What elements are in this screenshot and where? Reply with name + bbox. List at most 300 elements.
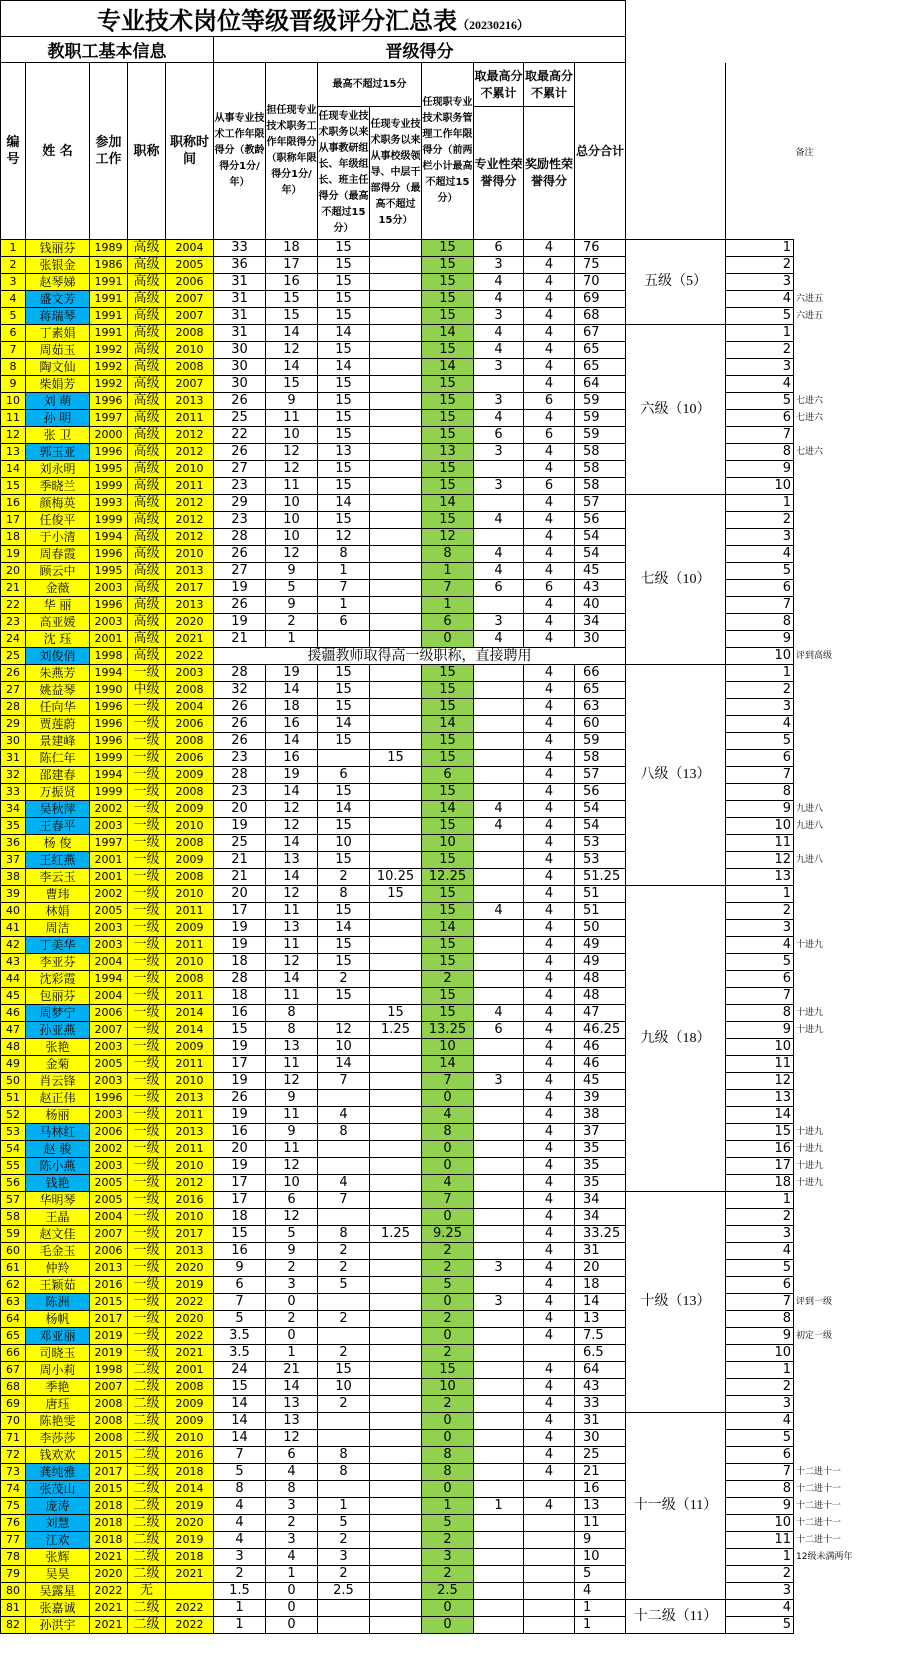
- cell-name: 吴昊: [26, 1566, 90, 1583]
- table-row: [1, 376, 858, 393]
- cell-start-year: 1992: [90, 342, 128, 359]
- cell-start-year: 2003: [90, 1158, 128, 1175]
- cell-professional-honor: [474, 835, 524, 852]
- cell-subtotal: 8: [422, 546, 474, 563]
- cell-title: 一级: [128, 801, 166, 818]
- cell-remark: [794, 376, 858, 393]
- cell-no: 26: [1, 665, 26, 682]
- cell-total: 54: [575, 818, 626, 835]
- cell-title-years: 2: [266, 1260, 318, 1277]
- cell-professional-honor: [474, 1396, 524, 1413]
- cell-title-years: 11: [266, 903, 318, 920]
- cell-title-years: 9: [266, 1090, 318, 1107]
- cell-remark: [794, 1073, 858, 1090]
- cell-title-year: 2008: [166, 733, 214, 750]
- cell-remark: 十二进十一: [796, 1501, 842, 1511]
- cell-middle-manager: [370, 920, 422, 937]
- table-row: [1, 1617, 858, 1634]
- table-row: [1, 614, 858, 631]
- cell-remark: [794, 478, 858, 495]
- cell-years-work: 1: [214, 1600, 266, 1617]
- cell-remark: [794, 1362, 858, 1379]
- cell-middle-manager: [370, 1090, 422, 1107]
- cell-total: 51: [575, 903, 626, 920]
- cell-remark: [794, 903, 858, 920]
- cell-middle-manager: [370, 1498, 422, 1515]
- cell-years-work: 3.5: [214, 1328, 266, 1345]
- cell-title-year: 2007: [166, 308, 214, 325]
- cell-years-work: 19: [214, 920, 266, 937]
- cell-no: 80: [1, 1583, 26, 1600]
- cell-reward-honor: 4: [524, 1090, 575, 1107]
- cell-name: 金薇: [26, 580, 90, 597]
- table-row: [1, 597, 858, 614]
- table-row: [1, 257, 858, 274]
- cell-title-year: 2014: [166, 1022, 214, 1039]
- cell-name: 高亚媛: [26, 614, 90, 631]
- cell-years-work: 31: [214, 291, 266, 308]
- table-row: [1, 1056, 858, 1073]
- cell-no: 9: [1, 376, 26, 393]
- cell-middle-manager: [370, 359, 422, 376]
- cell-title-year: 2010: [166, 1209, 214, 1226]
- table-row: [1, 1396, 858, 1413]
- cell-professional-honor: 4: [474, 801, 524, 818]
- cell-title-year: 2008: [166, 971, 214, 988]
- cell-remark: [794, 427, 858, 444]
- cell-years-work: 20: [214, 886, 266, 903]
- cell-reward-honor: 4: [524, 971, 575, 988]
- cell-grade-leader: 7: [318, 1073, 370, 1090]
- cell-title: 一级: [128, 767, 166, 784]
- cell-years-work: 26: [214, 699, 266, 716]
- cell-middle-manager: [370, 801, 422, 818]
- cell-start-year: 1995: [90, 461, 128, 478]
- cell-total: 31: [575, 1243, 626, 1260]
- table-row: [1, 427, 858, 444]
- cell-title-years: 12: [266, 886, 318, 903]
- cell-professional-honor: [474, 1413, 524, 1430]
- cell-title: 高级: [128, 308, 166, 325]
- table-row: [1, 733, 858, 750]
- cell-title-year: 2012: [166, 512, 214, 529]
- cell-subtotal: 2: [422, 1396, 474, 1413]
- cell-total: 69: [575, 291, 626, 308]
- cell-title-years: 11: [266, 1056, 318, 1073]
- header-years-work: 从事专业技术工作年限得分（教龄得分1分/年）: [214, 63, 266, 240]
- cell-grade-leader: 15: [318, 274, 370, 291]
- cell-start-year: 2018: [90, 1498, 128, 1515]
- cell-title-year: 2022: [166, 648, 214, 665]
- cell-title-year: 2011: [166, 410, 214, 427]
- cell-title: 高级: [128, 512, 166, 529]
- cell-professional-honor: [474, 784, 524, 801]
- cell-title-years: 12: [266, 342, 318, 359]
- cell-start-year: 2006: [90, 1243, 128, 1260]
- cell-rank: 3: [726, 920, 794, 937]
- cell-total: 39: [575, 1090, 626, 1107]
- cell-title-year: 2022: [166, 1328, 214, 1345]
- cell-title-years: 10: [266, 427, 318, 444]
- cell-professional-honor: [474, 1141, 524, 1158]
- cell-remark: 七进六: [796, 413, 824, 423]
- cell-grade-leader: [318, 1141, 370, 1158]
- cell-name: 季晓兰: [26, 478, 90, 495]
- cell-grade-leader: 2: [318, 1260, 370, 1277]
- cell-rank: 10: [726, 818, 794, 835]
- cell-title: 一级: [128, 1090, 166, 1107]
- cell-name: 邓亚丽: [26, 1328, 90, 1345]
- cell-title-year: 2019: [166, 1532, 214, 1549]
- cell-title-years: 12: [266, 954, 318, 971]
- cell-middle-manager: [370, 478, 422, 495]
- cell-grade-leader: 5: [318, 1515, 370, 1532]
- cell-rank: 10: [726, 478, 794, 495]
- cell-title-year: 2001: [166, 1362, 214, 1379]
- cell-title: 高级: [128, 597, 166, 614]
- cell-rank: 10: [726, 1515, 794, 1532]
- cell-subtotal: 12.25: [422, 869, 474, 886]
- cell-name: 陈仁年: [26, 750, 90, 767]
- cell-professional-honor: [474, 869, 524, 886]
- cell-no: 68: [1, 1379, 26, 1396]
- cell-start-year: 2021: [90, 1600, 128, 1617]
- cell-no: 21: [1, 580, 26, 597]
- cell-remark: [794, 750, 858, 767]
- cell-middle-manager: [370, 835, 422, 852]
- cell-years-work: 33: [214, 240, 266, 257]
- table-row: [1, 240, 858, 257]
- cell-subtotal: 14: [422, 495, 474, 512]
- cell-reward-honor: 4: [524, 801, 575, 818]
- cell-title: 一级: [128, 716, 166, 733]
- cell-no: 43: [1, 954, 26, 971]
- cell-no: 49: [1, 1056, 26, 1073]
- cell-name: 周洁: [26, 920, 90, 937]
- cell-title-years: 19: [266, 767, 318, 784]
- cell-title-year: 2009: [166, 1039, 214, 1056]
- cell-total: 37: [575, 1124, 626, 1141]
- cell-no: 52: [1, 1107, 26, 1124]
- cell-name: 丁美华: [26, 937, 90, 954]
- cell-professional-honor: 3: [474, 308, 524, 325]
- cell-reward-honor: 4: [524, 886, 575, 903]
- cell-title-year: 2007: [166, 376, 214, 393]
- cell-subtotal: 5: [422, 1277, 474, 1294]
- cell-middle-manager: [370, 1379, 422, 1396]
- cell-total: 9: [575, 1532, 626, 1549]
- cell-title-year: 2013: [166, 563, 214, 580]
- cell-no: 13: [1, 444, 26, 461]
- cell-middle-manager: [370, 1362, 422, 1379]
- cell-middle-manager: [370, 580, 422, 597]
- cell-reward-honor: 4: [524, 1192, 575, 1209]
- header-subtotal: 任现职专业技术职务管理工作年限得分（前两栏小计最高不超过15分）: [422, 63, 474, 240]
- cell-subtotal: 15: [422, 410, 474, 427]
- cell-rank: 9: [726, 1498, 794, 1515]
- cell-rank: 7: [726, 427, 794, 444]
- table-row: [1, 1498, 858, 1515]
- cell-title-years: 17: [266, 257, 318, 274]
- cell-title-year: 2009: [166, 767, 214, 784]
- cell-title-years: 14: [266, 733, 318, 750]
- cell-subtotal: 15: [422, 954, 474, 971]
- cell-start-year: 2005: [90, 1192, 128, 1209]
- cell-remark: [794, 512, 858, 529]
- table-row: [1, 461, 858, 478]
- cell-title: 高级: [128, 325, 166, 342]
- cell-start-year: 2017: [90, 1464, 128, 1481]
- cell-title-years: 14: [266, 835, 318, 852]
- cell-grade-leader: 15: [318, 818, 370, 835]
- cell-years-work: 30: [214, 359, 266, 376]
- cell-professional-honor: 3: [474, 1073, 524, 1090]
- cell-subtotal: 0: [422, 1090, 474, 1107]
- cell-no: 44: [1, 971, 26, 988]
- cell-total: 64: [575, 376, 626, 393]
- cell-no: 6: [1, 325, 26, 342]
- cell-professional-honor: 4: [474, 546, 524, 563]
- cell-title: 高级: [128, 563, 166, 580]
- cell-years-work: 23: [214, 478, 266, 495]
- cell-title: 高级: [128, 427, 166, 444]
- cell-title-years: 1: [266, 1566, 318, 1583]
- cell-years-work: 23: [214, 750, 266, 767]
- cell-remark: [794, 563, 858, 580]
- cell-total: 57: [575, 495, 626, 512]
- cell-name: 孙亚燕: [26, 1022, 90, 1039]
- cell-grade-leader: 10: [318, 1039, 370, 1056]
- cell-start-year: 2004: [90, 988, 128, 1005]
- cell-remark: [794, 665, 858, 682]
- cell-no: 63: [1, 1294, 26, 1311]
- cell-reward-honor: 4: [524, 529, 575, 546]
- cell-professional-honor: [474, 1277, 524, 1294]
- cell-middle-manager: 1.25: [370, 1226, 422, 1243]
- cell-years-work: 19: [214, 1039, 266, 1056]
- cell-remark: [794, 1430, 858, 1447]
- level-group: 十二级（11）: [626, 1600, 726, 1634]
- cell-middle-manager: [370, 393, 422, 410]
- cell-subtotal: 15: [422, 699, 474, 716]
- cell-no: 70: [1, 1413, 26, 1430]
- cell-start-year: 2008: [90, 1396, 128, 1413]
- cell-years-work: 6: [214, 1277, 266, 1294]
- cell-title: 一级: [128, 1294, 166, 1311]
- cell-grade-leader: 15: [318, 478, 370, 495]
- cell-remark: 十进九: [796, 1144, 824, 1154]
- cell-start-year: 1991: [90, 325, 128, 342]
- cell-middle-manager: [370, 444, 422, 461]
- cell-reward-honor: 6: [524, 393, 575, 410]
- table-row: [1, 784, 858, 801]
- cell-name: 毛金玉: [26, 1243, 90, 1260]
- cell-remark: [794, 1379, 858, 1396]
- cell-middle-manager: [370, 699, 422, 716]
- cell-subtotal: 6: [422, 767, 474, 784]
- cell-rank: 17: [726, 1158, 794, 1175]
- cell-subtotal: 15: [422, 818, 474, 835]
- cell-title: 一级: [128, 733, 166, 750]
- cell-rank: 9: [726, 1328, 794, 1345]
- cell-remark: 七进六: [796, 447, 824, 457]
- cell-remark: [794, 954, 858, 971]
- cell-middle-manager: [370, 1583, 422, 1600]
- cell-title-years: 10: [266, 512, 318, 529]
- cell-title: 二级: [128, 1549, 166, 1566]
- cell-years-work: 15: [214, 1226, 266, 1243]
- cell-title-years: 15: [266, 308, 318, 325]
- cell-title-years: 12: [266, 801, 318, 818]
- cell-no: 67: [1, 1362, 26, 1379]
- cell-grade-leader: 8: [318, 546, 370, 563]
- cell-title: 一级: [128, 1277, 166, 1294]
- cell-years-work: 30: [214, 342, 266, 359]
- cell-no: 36: [1, 835, 26, 852]
- table-row: [1, 546, 858, 563]
- cell-title: 二级: [128, 1464, 166, 1481]
- cell-no: 20: [1, 563, 26, 580]
- cell-name: 陶文仙: [26, 359, 90, 376]
- cell-years-work: 16: [214, 1124, 266, 1141]
- cell-rank: 8: [726, 444, 794, 461]
- cell-name: 王晶: [26, 1209, 90, 1226]
- cell-title-year: 2009: [166, 801, 214, 818]
- cell-reward-honor: 4: [524, 1294, 575, 1311]
- header-start: 参加工作: [90, 63, 128, 240]
- cell-title-year: 2008: [166, 869, 214, 886]
- cell-title-year: 2013: [166, 597, 214, 614]
- cell-remark: 十二进十一: [796, 1467, 842, 1477]
- cell-reward-honor: 4: [524, 1124, 575, 1141]
- cell-title-year: 2018: [166, 1549, 214, 1566]
- cell-years-work: 26: [214, 733, 266, 750]
- cell-subtotal: 2: [422, 971, 474, 988]
- table-row: [1, 937, 858, 954]
- cell-no: 41: [1, 920, 26, 937]
- cell-professional-honor: 4: [474, 342, 524, 359]
- cell-title-year: 2011: [166, 937, 214, 954]
- cell-years-work: 29: [214, 495, 266, 512]
- cell-remark: [794, 920, 858, 937]
- cell-name: 华 丽: [26, 597, 90, 614]
- cell-middle-manager: [370, 1107, 422, 1124]
- cell-middle-manager: [370, 1396, 422, 1413]
- cell-reward-honor: 4: [524, 1158, 575, 1175]
- cell-total: 64: [575, 1362, 626, 1379]
- table-row: [1, 495, 858, 512]
- cell-middle-manager: [370, 1294, 422, 1311]
- cell-no: 18: [1, 529, 26, 546]
- cell-middle-manager: [370, 767, 422, 784]
- cell-start-year: 2004: [90, 1209, 128, 1226]
- cell-start-year: 2019: [90, 1328, 128, 1345]
- cell-professional-honor: [474, 1209, 524, 1226]
- table-row: [1, 1447, 858, 1464]
- cell-title-years: 15: [266, 291, 318, 308]
- cell-start-year: 1999: [90, 784, 128, 801]
- cell-middle-manager: [370, 1056, 422, 1073]
- cell-subtotal: 15: [422, 478, 474, 495]
- cell-middle-manager: [370, 376, 422, 393]
- cell-title: 二级: [128, 1498, 166, 1515]
- cell-remark: [794, 359, 858, 376]
- cell-title-year: 2013: [166, 1243, 214, 1260]
- cell-rank: 7: [726, 1464, 794, 1481]
- cell-title: 一级: [128, 1192, 166, 1209]
- cell-no: 72: [1, 1447, 26, 1464]
- cell-title-year: 2011: [166, 988, 214, 1005]
- cell-title-year: 2012: [166, 444, 214, 461]
- cell-subtotal: 15: [422, 733, 474, 750]
- cell-rank: 6: [726, 1447, 794, 1464]
- cell-no: 77: [1, 1532, 26, 1549]
- cell-middle-manager: [370, 1515, 422, 1532]
- cell-subtotal: 13.25: [422, 1022, 474, 1039]
- cell-reward-honor: [524, 1345, 575, 1362]
- cell-reward-honor: 6: [524, 580, 575, 597]
- cell-total: 57: [575, 767, 626, 784]
- cell-start-year: 2000: [90, 427, 128, 444]
- cell-title-year: 2009: [166, 1413, 214, 1430]
- cell-total: 59: [575, 410, 626, 427]
- table-row: [1, 716, 858, 733]
- cell-total: 4: [575, 1583, 626, 1600]
- cell-remark: [794, 342, 858, 359]
- cell-subtotal: 15: [422, 903, 474, 920]
- cell-rank: 4: [726, 291, 794, 308]
- cell-reward-honor: 4: [524, 716, 575, 733]
- cell-reward-honor: 4: [524, 1362, 575, 1379]
- cell-years-work: 17: [214, 1175, 266, 1192]
- cell-title-year: 2016: [166, 1447, 214, 1464]
- cell-start-year: 1992: [90, 376, 128, 393]
- cell-rank: 9: [726, 461, 794, 478]
- cell-rank: 11: [726, 1532, 794, 1549]
- cell-reward-honor: 4: [524, 1447, 575, 1464]
- cell-grade-leader: 15: [318, 682, 370, 699]
- cell-title-year: 2006: [166, 274, 214, 291]
- cell-professional-honor: [474, 495, 524, 512]
- cell-reward-honor: 4: [524, 1328, 575, 1345]
- cell-grade-leader: 10: [318, 1379, 370, 1396]
- cell-middle-manager: [370, 1073, 422, 1090]
- cell-title-year: 2010: [166, 818, 214, 835]
- cell-total: 7.5: [575, 1328, 626, 1345]
- cell-title: 一级: [128, 1209, 166, 1226]
- cell-grade-leader: 12: [318, 1022, 370, 1039]
- cell-title-year: 2012: [166, 529, 214, 546]
- cell-rank: 16: [726, 1141, 794, 1158]
- cell-name: 陈艳雯: [26, 1413, 90, 1430]
- cell-subtotal: 2: [422, 1345, 474, 1362]
- cell-name: 陈小燕: [26, 1158, 90, 1175]
- cell-total: 6.5: [575, 1345, 626, 1362]
- cell-years-work: 18: [214, 1209, 266, 1226]
- cell-middle-manager: [370, 1464, 422, 1481]
- cell-no: 76: [1, 1515, 26, 1532]
- cell-subtotal: 15: [422, 852, 474, 869]
- cell-years-work: 20: [214, 1141, 266, 1158]
- cell-middle-manager: [370, 971, 422, 988]
- cell-professional-honor: 3: [474, 257, 524, 274]
- cell-no: 32: [1, 767, 26, 784]
- cell-professional-honor: 4: [474, 512, 524, 529]
- cell-title: 一级: [128, 1158, 166, 1175]
- cell-no: 64: [1, 1311, 26, 1328]
- cell-subtotal: 14: [422, 801, 474, 818]
- cell-title-years: 16: [266, 716, 318, 733]
